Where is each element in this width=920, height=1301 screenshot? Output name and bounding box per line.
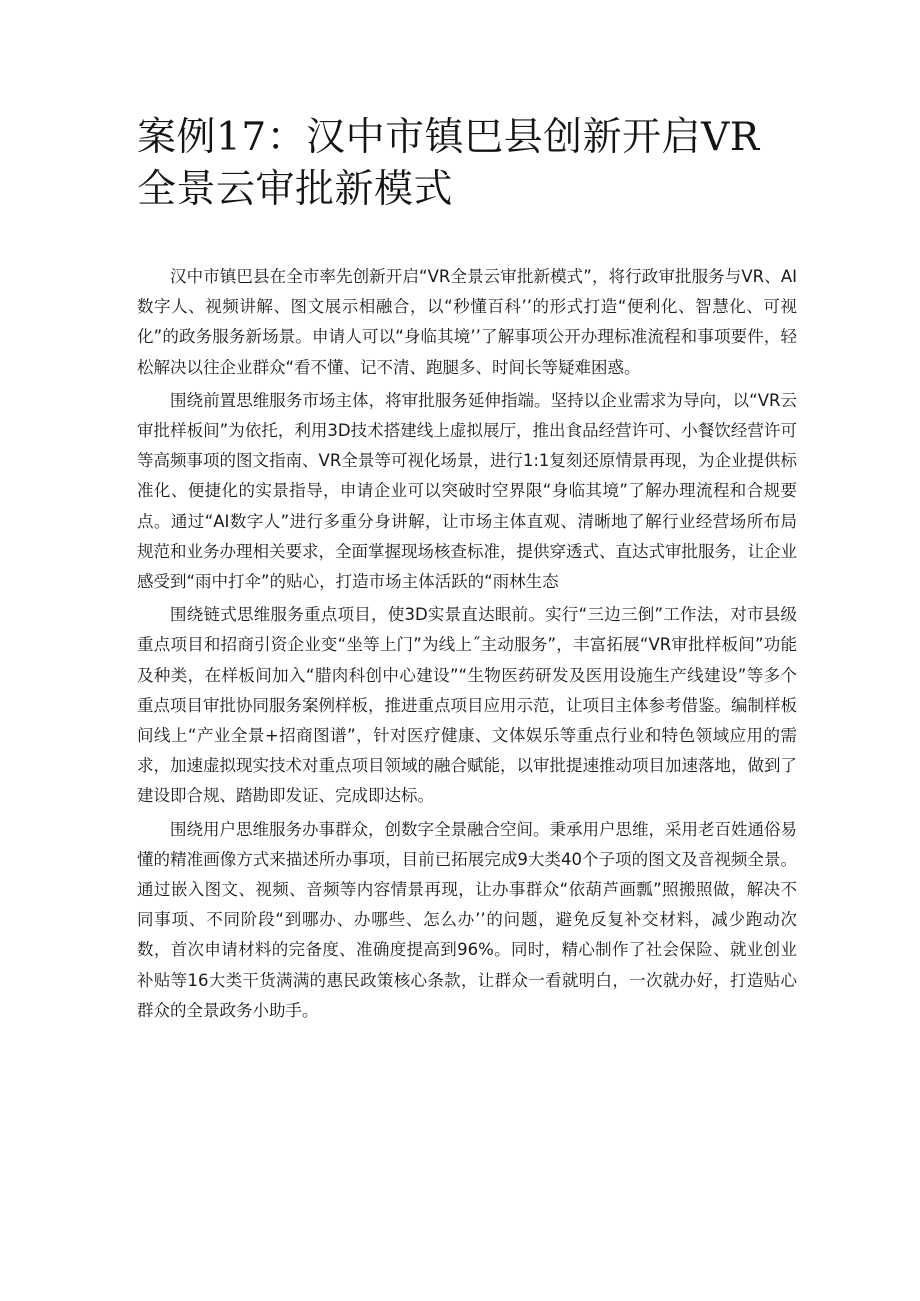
document-body — [137, 262, 797, 1029]
paragraph-public-service: 围绕用户思维服务办事群众，创数字全景融合空间。秉承用户思维，采用老百姓通俗易懂的精准画像方式来描述所办事项，目前已拓展完成9大类40个子项的图文及音视频全景。通过嵌入图文、视频、音频等内容情景再现，让办事群众“依葫芦画瓢”照搬照做，解决不同事项、不同阶段“到哪办、办哪些、怎么办’’的问题，避免反复补交材料，减少跑动次数，首次申请材料的完备度、准确度提高到96%。同时，精心制作了社会保险、就业创业补贴等16大类干货满满的惠民政策核心条款，让群众一看就明白，一次就办好，打造贴心群众的全景政务小助手。 — [137, 819, 797, 1020]
paragraph-key-projects: 围绕链式思维服务重点项目，使3D实景直达眼前。实行“三边三倒”工作法，对市县级重点项目和招商引资企业变“坐等上门”为线上˝主动服务”，丰富拓展“VR审批样板间”功能及种类，在样板间加入“腊肉科创中心建设”“生物医药研发及医用设施生产线建设”等多个重点项目审批协同服务案例样板，推进重点项目应用示范，让项目主体参考借鉴。编制样板间线上“产业全景+招商图谱”，针对医疗健康、文体娱乐等重点行业和特色领域应用的需求，加速虚拟现实技术对重点项目领域的融合赋能，以审批提速推动项目加速落地，做到了建设即合规、踏勘即发证、完成即达标。 — [137, 605, 797, 806]
paragraph-intro: 汉中市镇巴县在全市率先创新开启“VR全景云审批新模式”，将行政审批服务与VR、AI数字人、视频讲解、图文展示相融合，以“秒懂百科’’的形式打造“便利化、智慧化、可视化”的政务服务新场景。申请人可以“身临其境’’了解事项公开办理标准流程和事项要件，轻松解决以往企业群众“看不懂、记不清、跑腿多、时间长等疑难困惑。 — [137, 267, 797, 377]
paragraph-market-entities: 围绕前置思维服务市场主体，将审批服务延伸指端。坚持以企业需求为导向，以“VR云审批样板间”为依托，利用3D技术搭建线上虚拟展厅，推出食品经营许可、小餐饮经营许可等高频事项的图文指南、VR全景等可视化场景，进行1:1复刻还原情景再现，为企业提供标准化、便捷化的实景指导，申请企业可以突破时空界限“身临其境”了解办理流程和合规要点。通过“AI数字人”进行多重分身讲解，让市场主体直观、清晰地了解行业经营场所布局规范和业务办理相关要求，全面掌握现场核查标准，提供穿透式、直达式审批服务，让企业感受到“雨中打伞”的贴心，打造市场主体活跃的“雨林生态 — [137, 390, 797, 592]
document-title: 案例17：汉中市镇巴县创新开启VR全景云审批新模式 — [137, 115, 760, 212]
